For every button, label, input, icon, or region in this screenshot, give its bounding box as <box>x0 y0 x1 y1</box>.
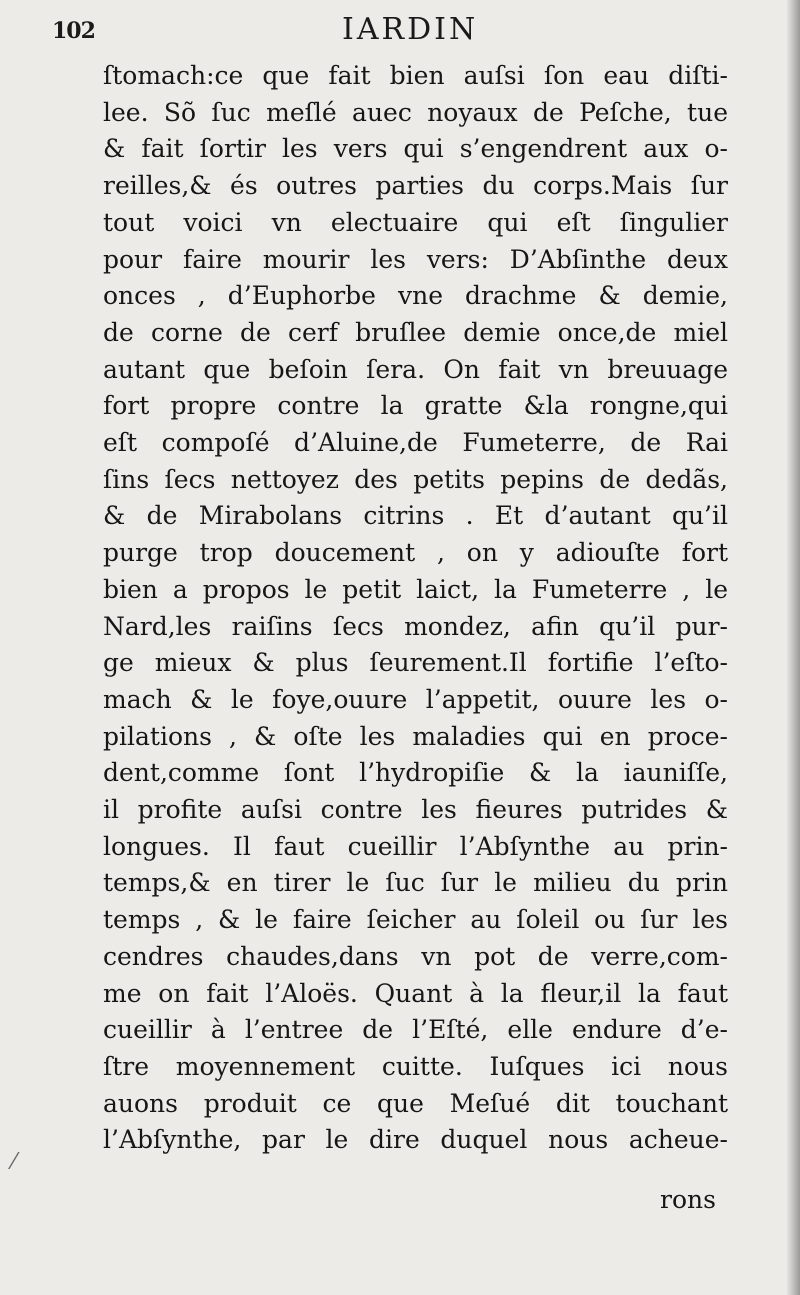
page-number: 102 <box>52 18 95 44</box>
text-line: & fait ſortir les vers qui s’engendrent aux o- <box>103 134 728 164</box>
text-line: mach & le foye,ouure l’appetit, ouure les o- <box>103 684 728 714</box>
text-line: l’Abſynthe, par le dire duquel nous acheue- <box>103 1125 728 1155</box>
text-line: temps , & le faire ſeicher au ſoleil ou ſur les <box>103 905 728 935</box>
text-line: bien a propos le petit laict, la Fumeterre , le <box>103 574 728 604</box>
text-line: pilations , & oſte les maladies qui en proce- <box>103 721 728 751</box>
text-line: autant que beſoin ſera. On fait vn breuuage <box>103 354 728 384</box>
body-text <box>103 58 728 1159</box>
text-line: dent,comme ſont l’hydropiſie & la iauniſſe, <box>103 758 728 788</box>
text-line: longues. Il faut cueillir l’Abſynthe au prin- <box>103 831 728 861</box>
text-line: & de Mirabolans citrins . Et d’autant qu’il <box>103 501 728 531</box>
text-line: me on fait l’Aloës. Quant à la fleur,il la faut <box>103 978 728 1008</box>
text-line: pour faire mourir les vers: D’Abſinthe deux <box>103 244 728 274</box>
text-line: lee. Sõ ſuc meſlé auec noyaux de Peſche, tue <box>103 97 728 127</box>
text-line: tout voici vn electuaire qui eſt ſingulier <box>103 207 728 237</box>
page-header <box>52 12 772 52</box>
text-line: Nard,les raiſins ſecs mondez, afin qu’il pur- <box>103 611 728 641</box>
text-line: temps,& en tirer le ſuc ſur le milieu du prin <box>103 868 728 898</box>
text-line: cendres chaudes,dans vn pot de verre,com- <box>103 941 728 971</box>
text-line: eſt compoſé d’Aluine,de Fumeterre, de Rai <box>103 428 728 458</box>
text-line: fort propre contre la gratte &la rongne,qui <box>103 391 728 421</box>
text-line: reilles,& és outres parties du corps.Mais ſur <box>103 171 728 201</box>
text-line: purge trop doucement , on y adiouſte fort <box>103 538 728 568</box>
running-head: IARDIN <box>342 12 479 47</box>
text-line: ge mieux & plus ſeurement.Il fortifie l’eſto- <box>103 648 728 678</box>
text-line: ſins ſecs nettoyez des petits pepins de dedãs, <box>103 464 728 494</box>
text-line: de corne de cerf bruſlee demie once,de miel <box>103 317 728 347</box>
margin-mark: ⁄ <box>12 1150 16 1175</box>
gutter-shadow <box>786 0 800 1295</box>
text-line: cueillir à l’entree de l’Eſté, elle endure d’e- <box>103 1015 728 1045</box>
text-line: ſtomach:ce que fait bien auſsi ſon eau diſti- <box>103 61 728 90</box>
catchword: rons <box>660 1185 716 1214</box>
text-line: onces , d’Euphorbe vne drachme & demie, <box>103 281 728 311</box>
text-line: il profite auſsi contre les fieures putrides & <box>103 795 728 825</box>
text-line: ſtre moyennement cuitte. Iuſques ici nous <box>103 1051 728 1081</box>
text-line: auons produit ce que Meſué dit touchant <box>103 1088 728 1118</box>
